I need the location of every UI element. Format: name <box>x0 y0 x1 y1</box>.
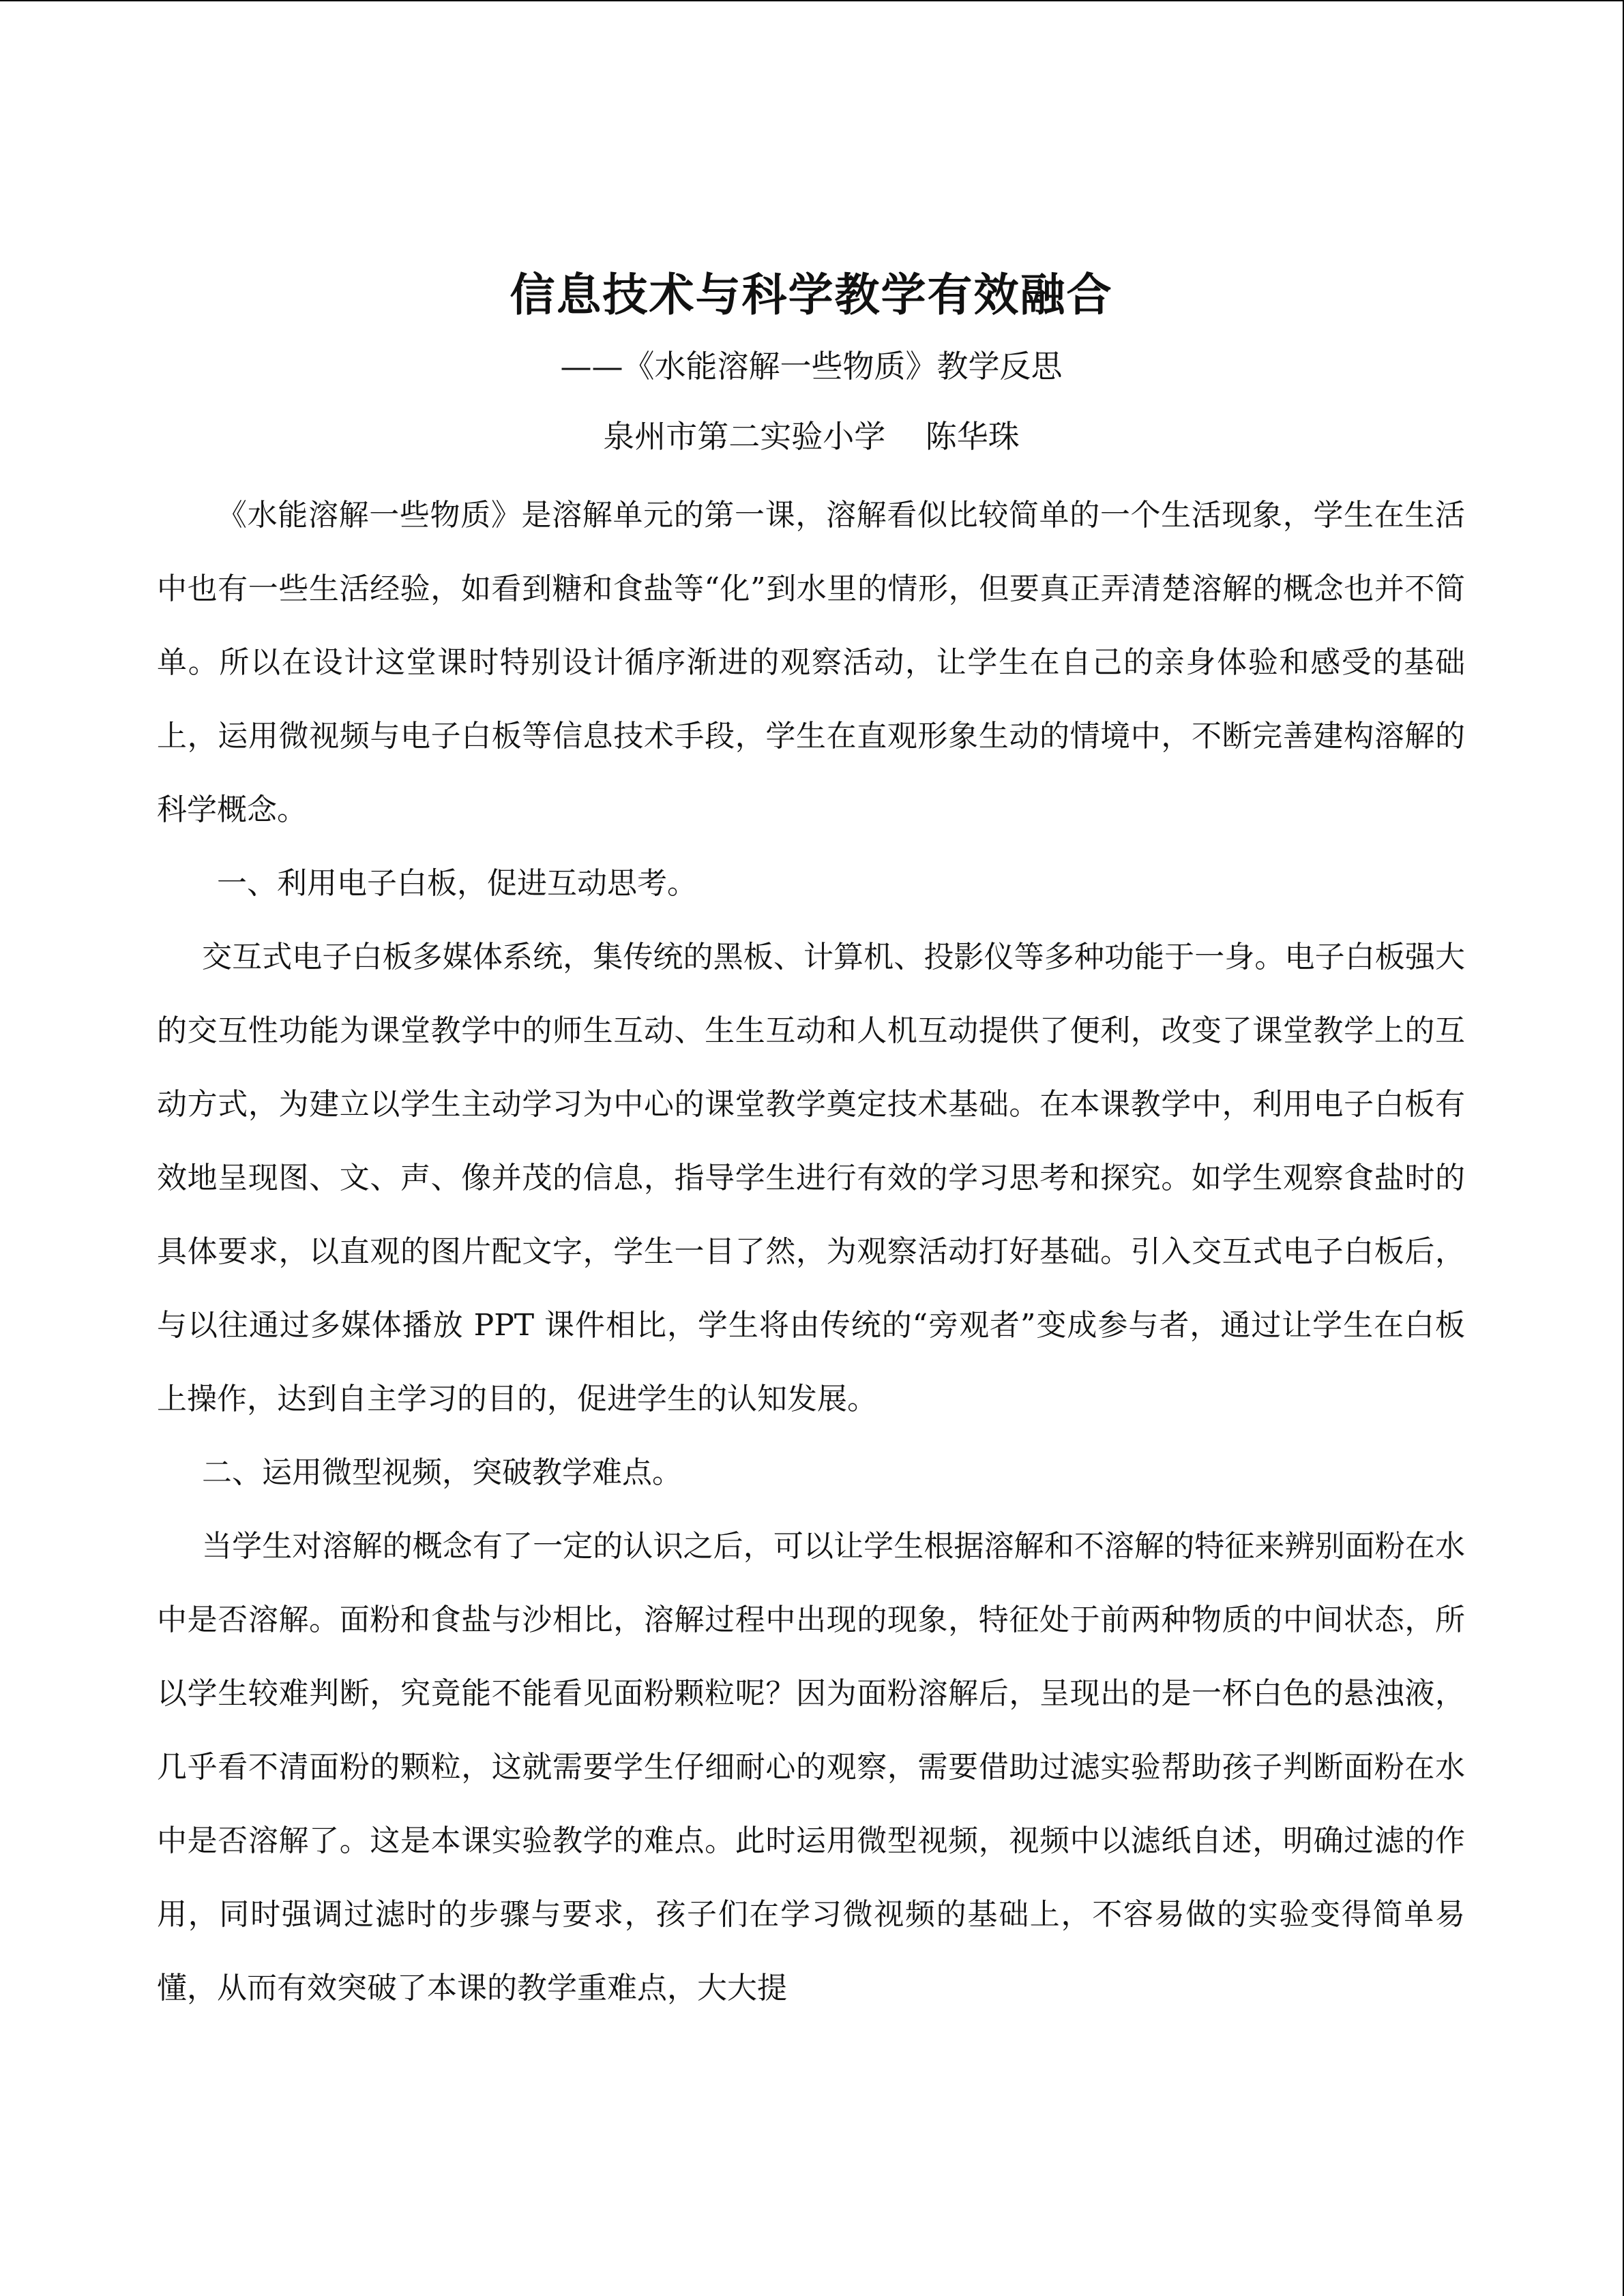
section-heading-2: 二、运用微型视频，突破教学难点。 <box>202 1455 682 1490</box>
paragraph-section-1: 交互式电子白板多媒体系统，集传统的黑板、计算机、投影仪等多种功能于一身。电子白板强大的交互性功能为课堂教学中的师生互动、生生互动和人机互动提供了便利，改变了课堂教学上的互动方式，为建立以学生主动学习为中心的课堂教学奠定技术基础。在本课教学中，利用电子白板有效地呈现图、文、声、像并茂的信息，指导学生进行有效的学习思考和探究。如学生观察食盐时的具体要求，以直观的图片配文字，学生一目了然，为观察活动打好基础。引入交互式电子白板后，与以往通过多媒体播放 PPT 课件相比，学生将由传统的“旁观者”变成参与者，通过让学生在白板上操作，达到自主学习的目的，促进学生的认知发展。 <box>157 940 1465 1416</box>
document-title: 信息技术与科学教学有效融合 <box>510 268 1113 321</box>
document-author: 泉州市第二实验小学 陈华珠 <box>603 418 1020 455</box>
section-heading-1: 一、利用电子白板，促进互动思考。 <box>217 866 697 901</box>
document-subtitle: ——《水能溶解一些物质》教学反思 <box>560 348 1063 385</box>
paragraph-intro: 《水能溶解一些物质》是溶解单元的第一课，溶解看似比较简单的一个生活现象，学生在生活中也有一些生活经验，如看到糖和食盐等“化”到水里的情形，但要真正弄清楚溶解的概念也并不简单。所以在设计这堂课时特别设计循序渐进的观察活动，让学生在自己的亲身体验和感受的基础上，运用微视频与电子白板等信息技术手段，学生在直观形象生动的情境中，不断完善建构溶解的科学概念。 <box>157 498 1465 827</box>
paragraph-section-2: 当学生对溶解的概念有了一定的认识之后，可以让学生根据溶解和不溶解的特征来辨别面粉在水中是否溶解。面粉和食盐与沙相比，溶解过程中出现的现象，特征处于前两种物质的中间状态，所以学生较难判断，究竟能不能看见面粉颗粒呢？因为面粉溶解后，呈现出的是一杯白色的悬浊液，几乎看不清面粉的颗粒，这就需要学生仔细耐心的观察，需要借助过滤实验帮助孩子判断面粉在水中是否溶解了。这是本课实验教学的难点。此时运用微型视频，视频中以滤纸自述，明确过滤的作用，同时强调过滤时的步骤与要求，孩子们在学习微视频的基础上，不容易做的实验变得简单易懂，从而有效突破了本课的教学重难点，大大提 <box>157 1529 1465 2006</box>
document-body <box>157 479 1465 2025</box>
